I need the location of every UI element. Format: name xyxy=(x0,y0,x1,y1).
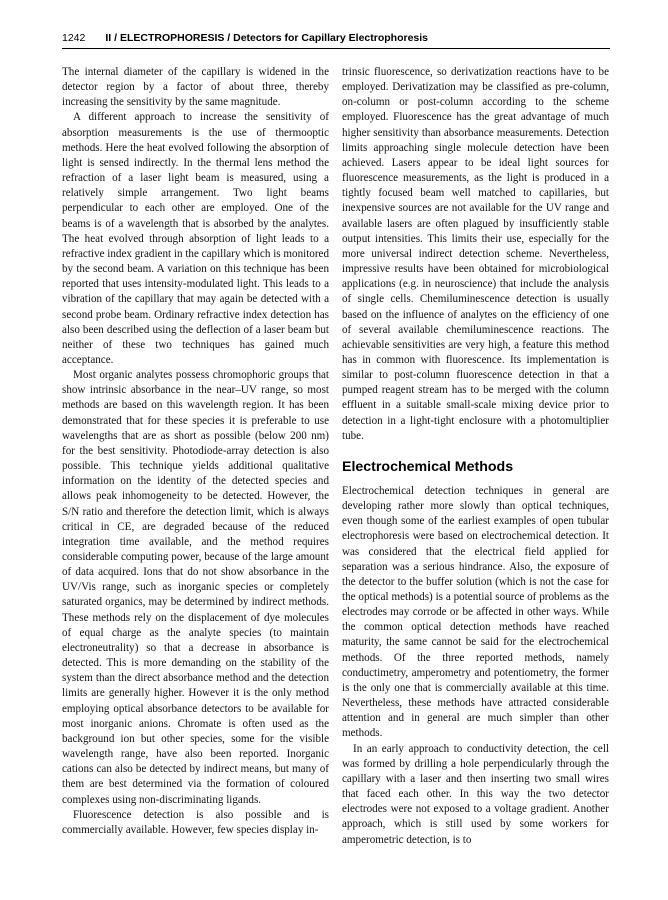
paragraph: Most organic analytes possess chromophoric groups that show intrinsic absorbance in the near–UV range, so most methods are based on this wavelength region. It has been demonstrated that for these species it is preferable to use wavelengths that are as short as possible (below 200 nm) for the best sensitivity. Photodiode-array detection is also possible. This technique yields additional qualitative information on the identity of the detected species and allows peak inhomogeneity to be detected. However, the S/N ratio and therefore the detection limit, which is always critical in CE, are degraded because of the reduced integration time available, and the method requires considerable computing power, because of the large amount of data acquired. Ions that do not show absorbance in the UV/Vis range, such as inorganic species or completely saturated organics, may be determined by indirect methods. These methods rely on the displacement of dye molecules of equal charge as the analyte species (to maintain electroneutrality) so that a decrease in absorbance is detected. This is more demanding on the stability of the system than the direct absorbance method and the detection limits are generally higher. However it is the only method employing optical absorbance detectors to be available for most inorganic anions. Chromate is often used as the background ion but other species, some for the visible wavelength range, have also been reported. Inorganic cations can also be detected by indirect means, but many of them are best determined via the formation of coloured complexes using non-discriminating ligands. xyxy=(62,369,329,806)
paragraph: In an early approach to conductivity detection, the cell was formed by drilling a hole perpendicularly through the capillary with a laser and then inserting two small wires that faced each other. In this way the two detector electrodes were not exposed to a voltage gradient. Another approach, which is still used by some workers for amperometric detection, is to xyxy=(342,742,609,846)
page-number: 1242 xyxy=(62,32,86,44)
left-column xyxy=(62,65,329,838)
running-header xyxy=(62,32,610,48)
running-title: II / ELECTROPHORESIS / Detectors for Capillary Electrophoresis xyxy=(105,32,429,44)
paragraph: Electrochemical detection techniques in general are developing rather more slowly than optical techniques, even though some of the earliest examples of open tubular electrophoresis were based on electrochemical detection. It was considered that the electrical field applied for separation was a serious hindrance. Also, the exposure of the detector to the buffer solution (which is not the case for the optical methods) is a potential source of problems as the electrodes may corrode or be affected in other ways. While the common optical detection methods have reached maturity, the same cannot be said for the electrochemical methods. Of the three reported methods, namely conductimetry, amperometry and potentiometry, the former is the only one that is commercially available at this time. Nevertheless, these methods have attracted considerable attention and in general are much simpler than other methods. xyxy=(342,484,609,740)
header-rule xyxy=(62,48,610,49)
paragraph: trinsic fluorescence, so derivatization reactions have to be employed. Derivatization may be classified as pre-column, on-column or post-column according to the scheme employed. Fluorescence has the great advantage of much higher sensitivity than absorbance measurements. Detection limits approaching single molecule detection have been achieved. Lasers appear to be ideal light sources for fluorescence measurements, as the light is produced in a tightly focused beam well matched to capillaries, but inexpensive sources are not available for the UV range and available lasers are often plagued by insufficiently stable output intensities. This limits their use, especially for the more universal indirect detection scheme. Nevertheless, impressive results have been obtained for microbiological applications (e.g. in neuroscience) that include the analysis of single cells. Chemiluminescence detection is usually based on the influence of analytes on the efficiency of one of several available chemiluminescence reactions. The achievable sensitivities are very high, a feature this method has in common with fluorescence. Its implementation is similar to post-column fluorescence detection in that a pumped reagent stream has to be merged with the column effluent in a suitable small-scale mixing device prior to detection in a light-tight enclosure with a photomultiplier tube. xyxy=(342,66,609,442)
right-column xyxy=(342,65,609,848)
paragraph: The internal diameter of the capillary is widened in the detector region by a factor of about three, thereby increasing the sensitivity by the same magnitude. xyxy=(62,66,329,109)
paragraph: Fluorescence detection is also possible and is commercially available. However, few species display in- xyxy=(62,808,329,836)
section-heading: Electrochemical Methods xyxy=(342,458,514,475)
paragraph: A different approach to increase the sensitivity of absorption measurements is the use of thermooptic methods. Here the heat evolved following the absorption of light is sensed indirectly. In the thermal lens method the refraction of a laser light beam is measured, using a relatively simple arrangement. Two light beams perpendicular to each other are employed. One of the beams is of a wavelength that is absorbed by the analytes. The heat evolved through absorption of light leads to a refractive index gradient in the capillary which is monitored by the second beam. A variation on this technique has been reported that uses intensity-modulated light. This leads to a vibration of the capillary that may again be detected with a second probe beam. Ordinary refractive index detection has also been described using the deflection of a laser beam but neither of these two techniques has gained much acceptance. xyxy=(62,111,329,366)
